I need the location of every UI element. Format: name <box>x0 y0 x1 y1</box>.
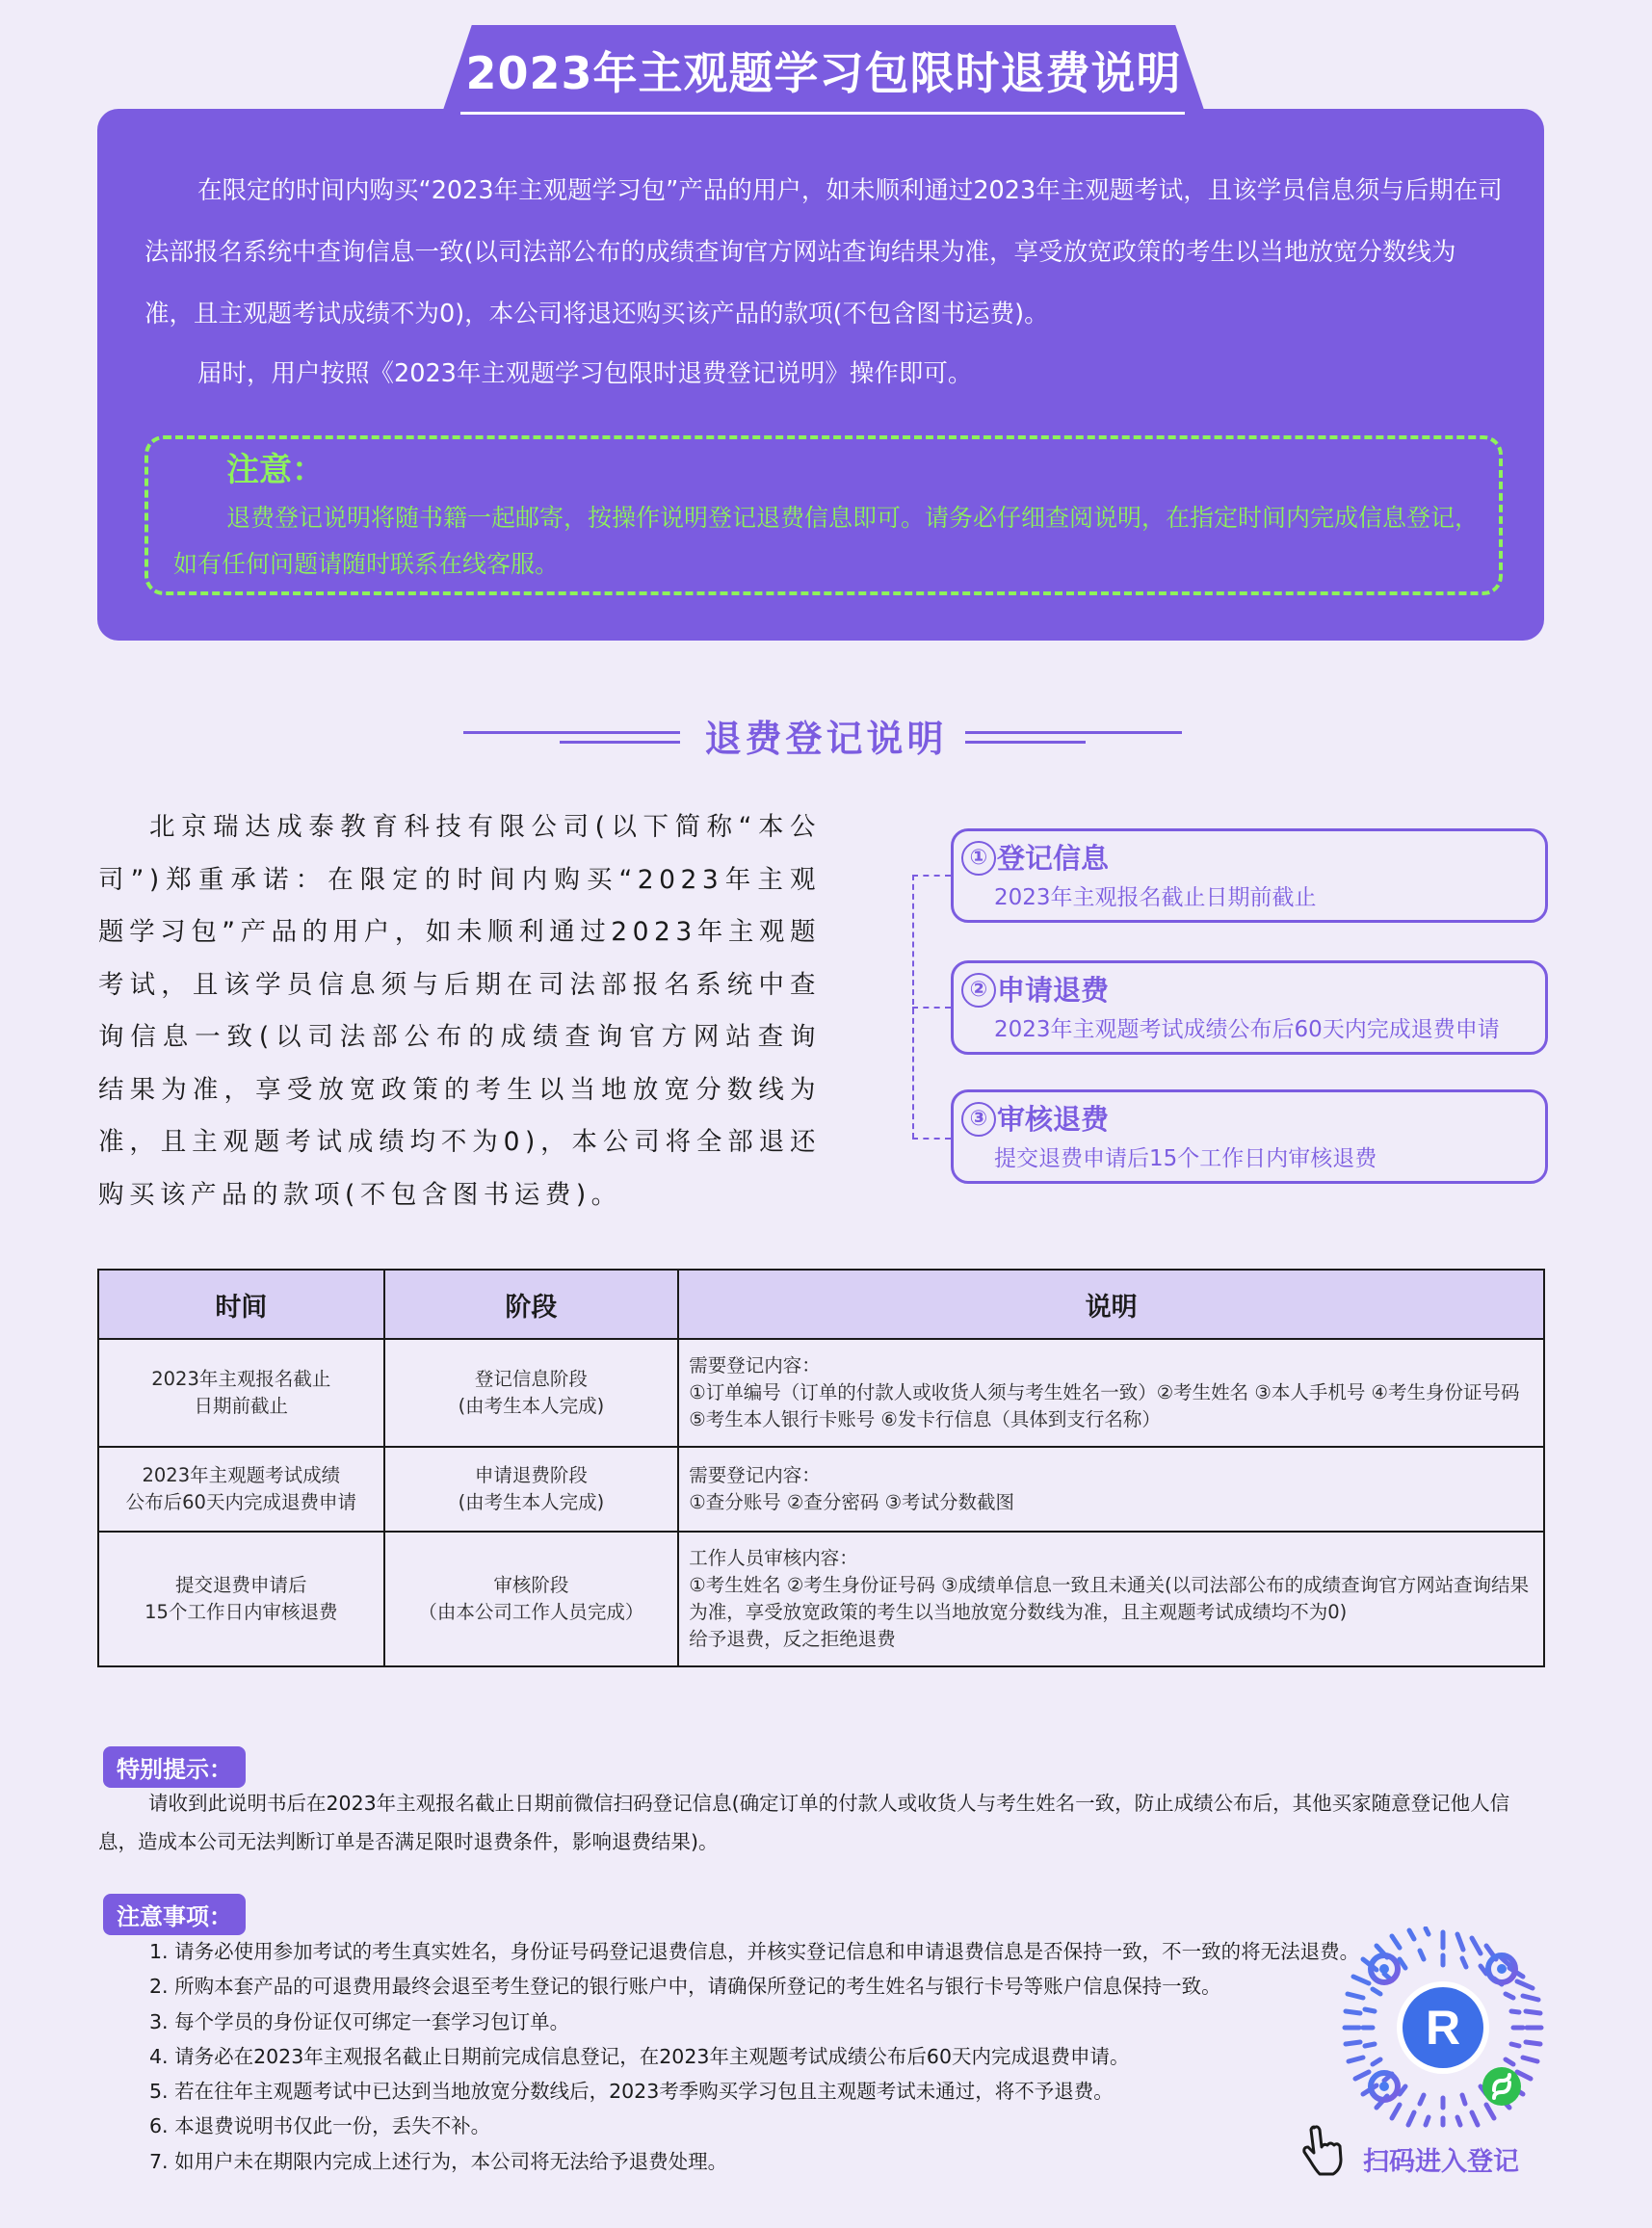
step-title: 审核退费 <box>997 1103 1110 1136</box>
step-number: ③ <box>961 1102 996 1137</box>
cell-line: 提交退费申请后 <box>175 1574 307 1596</box>
header-description: 说明 <box>678 1270 1544 1339</box>
cell-line: 审核阶段 <box>493 1574 569 1596</box>
cell-description <box>678 1447 1544 1532</box>
cell-line: 2023年主观题考试成绩 <box>142 1464 341 1486</box>
cell-line: (由考生本人完成) <box>458 1395 605 1417</box>
cell-line: 需要登记内容： <box>689 1464 821 1486</box>
cell-line: (由考生本人完成) <box>458 1491 605 1513</box>
title-underline <box>460 112 1185 115</box>
cell-line: 登记信息阶段 <box>474 1368 588 1390</box>
table-row <box>98 1339 1544 1447</box>
cell-line: ①查分账号 ②查分密码 ③考试分数截图 <box>689 1491 1015 1513</box>
commitment-paragraph <box>98 801 821 1221</box>
header-time: 时间 <box>98 1270 384 1339</box>
cell-line: 工作人员审核内容： <box>689 1547 858 1569</box>
notice-title: 注意： <box>226 451 325 489</box>
step-register <box>951 828 1548 923</box>
connector-branch-2 <box>912 1007 951 1009</box>
table-row <box>98 1532 1544 1666</box>
qr-logo-letter: R <box>1425 2001 1461 2055</box>
cell-stage <box>384 1447 679 1532</box>
cell-line: 日期前截止 <box>194 1395 289 1417</box>
cell-stage <box>384 1532 679 1666</box>
header-stage: 阶段 <box>384 1270 679 1339</box>
list-item: 3. 每个学员的身份证仅可绑定一套学习包订单。 <box>149 2009 570 2033</box>
cell-line: 申请退费阶段 <box>474 1464 588 1486</box>
notes-list <box>149 1934 1360 2179</box>
section-title: 退费登记说明 <box>704 718 948 760</box>
cell-description <box>678 1339 1544 1447</box>
qr-caption: 扫码进入登记 <box>1363 2147 1519 2177</box>
notes-label: 注意事项： <box>103 1894 246 1935</box>
table-row <box>98 1447 1544 1532</box>
notice-text <box>173 495 1483 588</box>
list-item: 1. 请务必使用参加考试的考生真实姓名，身份证号码登记退费信息，并核实登记信息和申请退费信息是否保持一致，不一致的将无法退费。 <box>149 1940 1360 1963</box>
step-apply-refund <box>951 960 1548 1055</box>
cell-stage <box>384 1339 679 1447</box>
instruction-paragraph <box>144 343 1503 405</box>
connector-branch-3 <box>912 1138 951 1140</box>
list-item: 7. 如用户未在期限内完成上述行为，本公司将无法给予退费处理。 <box>149 2149 728 2173</box>
cell-time <box>98 1447 384 1532</box>
commitment-text: 北京瑞达成泰教育科技有限公司(以下简称“本公司”)郑重承诺：在限定的时间内购买“2023年主观题学习包”产品的用户，如未顺利通过2023年主观题考试，且该学员信息须与后期在司法部报名系统中查询信息一致(以司法部公布的成绩查询官方网站查询结果为准，享受放宽政策的考生以当地放宽分数线为准，且主观题考试成绩均不为0)，本公司将全部退还购买该产品的款项(不包含图书运费)。 <box>98 812 821 1210</box>
refund-table <box>97 1269 1545 1667</box>
hand-pointer-icon <box>1300 2124 1345 2176</box>
cell-time <box>98 1339 384 1447</box>
intro-paragraph <box>144 160 1503 345</box>
step-subtitle: 2023年主观题考试成绩公布后60天内完成退费申请 <box>994 1017 1500 1042</box>
cell-line: 2023年主观报名截止 <box>151 1368 331 1390</box>
step-title: 申请退费 <box>997 974 1110 1007</box>
step-number: ② <box>961 973 996 1008</box>
special-tip-text <box>98 1784 1543 1861</box>
cell-line: 15个工作日内审核退费 <box>144 1601 338 1623</box>
list-item: 2. 所购本套产品的可退费用最终会退至考生登记的银行账户中，请确保所登记的考生姓名与银行卡号等账户信息保持一致。 <box>149 1975 1221 1999</box>
step-title: 登记信息 <box>997 842 1110 875</box>
cell-line: ①订单编号（订单的付款人或收货人须与考生姓名一致）②考生姓名 ③本人手机号 ④考生身份证号码 ⑤考生本人银行卡账号 ⑥发卡行信息（具体到支行名称） <box>689 1381 1520 1430</box>
list-item: 6. 本退费说明书仅此一份，丢失不补。 <box>149 2114 491 2138</box>
cell-description <box>678 1532 1544 1666</box>
table-header-row <box>98 1270 1544 1339</box>
cell-line: （由本公司工作人员完成） <box>418 1601 644 1623</box>
instruction-paragraph-text: 届时，用户按照《2023年主观题学习包限时退费登记说明》操作即可。 <box>197 359 973 388</box>
step-review-refund <box>951 1089 1548 1184</box>
step-subtitle: 2023年主观报名截止日期前截止 <box>994 885 1317 910</box>
page-title: 2023年主观题学习包限时退费说明 <box>465 47 1182 99</box>
cell-line: 需要登记内容： <box>689 1354 821 1376</box>
intro-paragraph-text: 在限定的时间内购买“2023年主观题学习包”产品的用户，如未顺利通过2023年主观题考试，且该学员信息须与后期在司法部报名系统中查询信息一致(以司法部公布的成绩查询官方网站查询结果为准，享受放宽政策的考生以当地放宽分数线为准，且主观题考试成绩不为0)，本公司将退还购买该产品的款项(不包含图书运费)。 <box>144 176 1503 328</box>
qr-code-icon[interactable] <box>1342 1927 1544 2129</box>
special-tip-body: 请收到此说明书后在2023年主观报名截止日期前微信扫码登记信息(确定订单的付款人或收货人与考生姓名一致，防止成绩公布后，其他买家随意登记他人信息，造成本公司无法判断订单是否满足限时退费条件，影响退费结果)。 <box>98 1792 1510 1853</box>
list-item: 4. 请务必在2023年主观报名截止日期前完成信息登记，在2023年主观题考试成绩公布后60天内完成退费申请。 <box>149 2044 1130 2068</box>
cell-time <box>98 1532 384 1666</box>
notice-text-body: 退费登记说明将随书籍一起邮寄，按操作说明登记退费信息即可。请务必仔细查阅说明，在指定时间内完成信息登记，如有任何问题请随时联系在线客服。 <box>173 504 1480 578</box>
step-subtitle: 提交退费申请后15个工作日内审核退费 <box>994 1146 1377 1171</box>
connector-branch-1 <box>912 875 951 877</box>
cell-line: 公布后60天内完成退费申请 <box>125 1491 356 1513</box>
special-tip-label: 特别提示： <box>103 1746 246 1788</box>
list-item: 5. 若在往年主观题考试中已达到当地放宽分数线后，2023考季购买学习包且主观题考试未通过，将不予退费。 <box>149 2080 1114 2104</box>
cell-line: 给予退费，反之拒绝退费 <box>689 1628 896 1650</box>
cell-line: ①考生姓名 ②考生身份证号码 ③成绩单信息一致且未通关(以司法部公布的成绩查询官方网站查询结果为准，享受放宽政策的考生以当地放宽分数线为准，且主观题考试成绩均不为0) <box>689 1574 1530 1623</box>
step-number: ① <box>961 841 996 876</box>
